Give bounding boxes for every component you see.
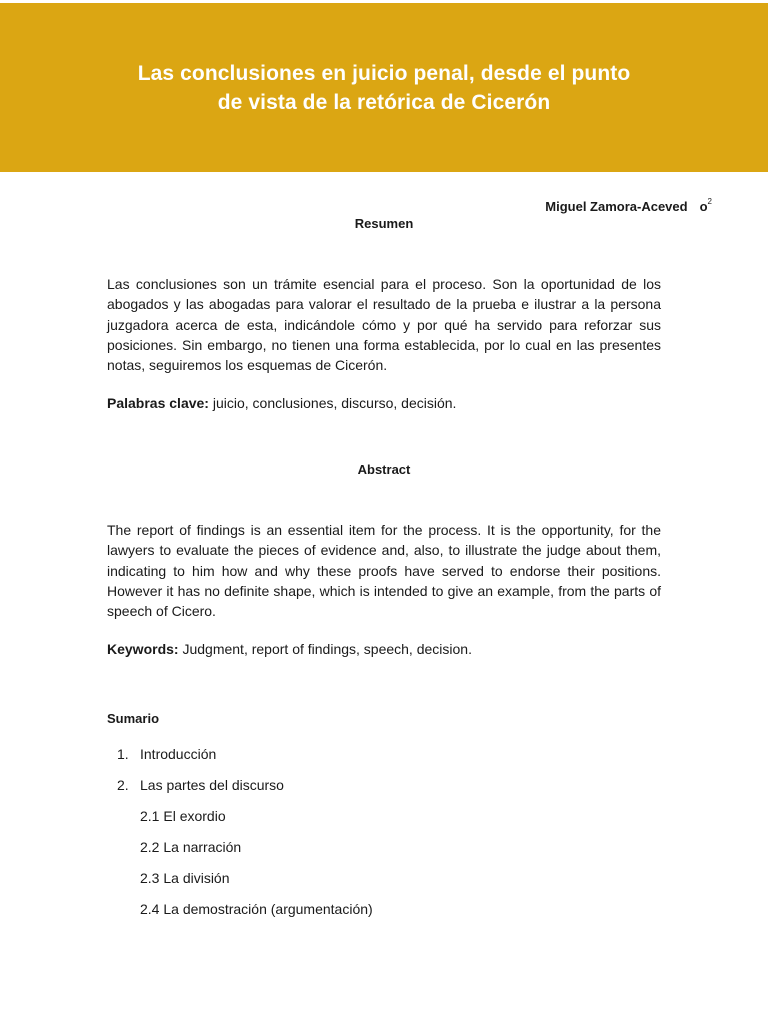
author-line bbox=[545, 199, 712, 214]
toc-item-number: 1. bbox=[117, 746, 129, 762]
toc-item bbox=[117, 777, 284, 793]
author-footnote-marker: 2 bbox=[707, 197, 712, 206]
toc-item-number: 2. bbox=[117, 777, 129, 793]
palabras-clave-value: juicio, conclusiones, discurso, decisión. bbox=[208, 395, 457, 411]
toc-subitem: 2.2 La narración bbox=[140, 839, 242, 855]
toc-subitem: 2.1 El exordio bbox=[140, 808, 226, 824]
keywords-value: Judgment, report of findings, speech, decision. bbox=[178, 641, 472, 657]
title-banner bbox=[0, 3, 768, 172]
palabras-clave-label: Palabras clave: bbox=[107, 395, 209, 411]
keywords-label: Keywords: bbox=[107, 641, 179, 657]
toc-subitem: 2.3 La división bbox=[140, 870, 230, 886]
sumario-heading: Sumario bbox=[107, 711, 160, 726]
author-name: Miguel Zamora-Aceved bbox=[545, 199, 688, 214]
toc-item-label: Las partes del discurso bbox=[140, 777, 284, 793]
abstract-heading: Abstract bbox=[357, 462, 411, 477]
toc-item bbox=[117, 746, 216, 762]
resumen-text: Las conclusiones son un trámite esencial para el proceso. Son la oportunidad de los abogados y las abogadas para valorar el resultado de la prueba e ilustrar a la persona juzgadora acerca de esta, indicándole cómo y por qué ha servido para reforzar sus posiciones. Sin embargo, no tienen una forma establecida, por lo cual en las presentes notas, seguiremos los esquemas de Cicerón. bbox=[107, 276, 661, 374]
author-name-suffix: o bbox=[699, 199, 708, 214]
keywords bbox=[107, 641, 472, 657]
toc-item-label: Introducción bbox=[140, 746, 217, 762]
toc-subitem: 2.4 La demostración (argumentación) bbox=[140, 901, 373, 917]
resumen-heading: Resumen bbox=[354, 216, 414, 231]
palabras-clave bbox=[107, 395, 456, 411]
abstract-text: The report of findings is an essential item for the process. It is the opportunity, for the lawyers to evaluate the pieces of evidence and, also, to illustrate the judge about them, indicating to him how and why these proofs have served to endorse their positions. However it has no definite shape, which is intended to give an example, from the parts of speech of Cicero. bbox=[107, 522, 661, 620]
document-title: Las conclusiones en juicio penal, desde el punto de vista de la retórica de Cicerón bbox=[137, 61, 631, 114]
